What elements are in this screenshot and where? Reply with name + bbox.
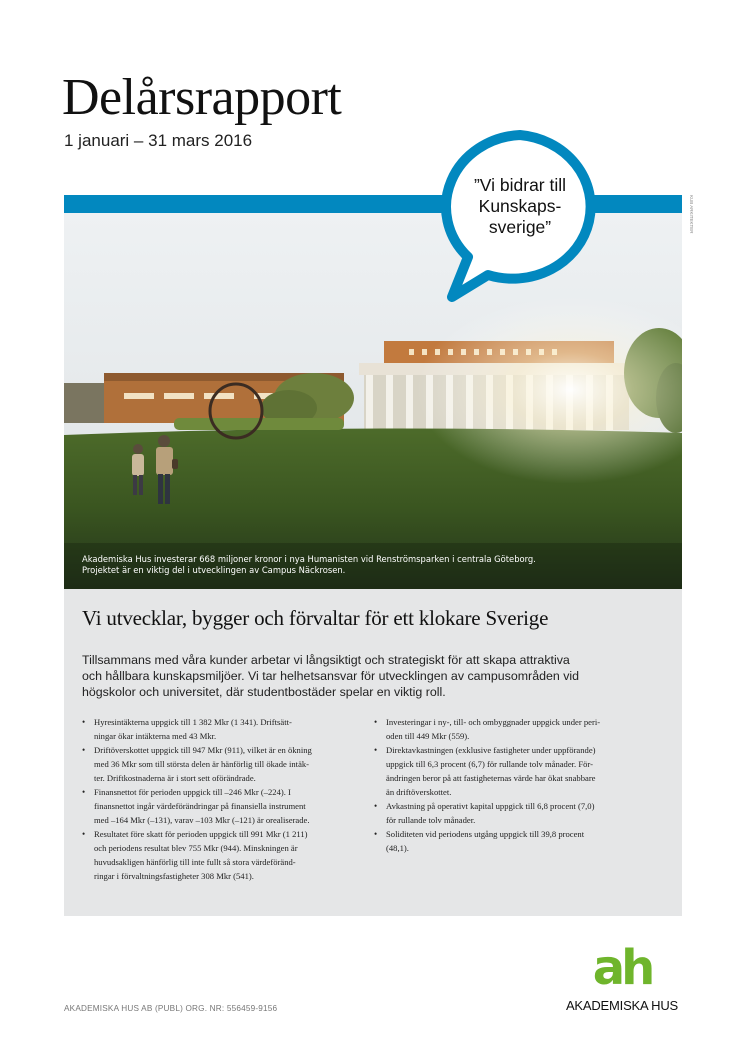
intro-line: Tillsammans med våra kunder arbetar vi långsiktigt och strategiskt för att skapa attraktiva	[82, 653, 570, 667]
ah-logo-icon	[586, 940, 658, 996]
quote-line: Kunskaps-	[478, 196, 562, 216]
caption-line: Akademiska Hus investerar 668 miljoner kronor i nya Humanisten vid Renströmsparken i centrala Göteborg.	[82, 554, 536, 564]
highlight-line: ningar ökar intäkterna med 43 Mkr.	[94, 731, 217, 741]
highlight-line: • Direktavkastningen (exklusive fastigheter under uppförande)	[386, 745, 596, 755]
report-period: 1 januari – 31 mars 2016	[64, 131, 253, 150]
highlight-item	[374, 743, 666, 799]
company-logo	[560, 940, 684, 1018]
highlights-left	[82, 715, 364, 883]
highlight-item	[374, 715, 666, 743]
highlight-line: med –164 Mkr (–131), varav –103 Mkr (–121) är orealiserade.	[94, 815, 310, 825]
highlight-line: • Avkastning på operativt kapital uppgick till 6,8 procent (7,0)	[386, 801, 595, 811]
highlight-line: uppgick till 6,3 procent (6,7) för rullande tolv månader. För-	[386, 759, 593, 769]
highlight-item	[82, 827, 364, 883]
logo-wordmark: AKADEMISKA HUS	[565, 998, 679, 1013]
intro-line: högskolor och universitet, där studentbostäder spelar en viktig roll.	[82, 685, 446, 699]
summary-heading: Vi utvecklar, bygger och förvaltar för ett klokare Sverige	[82, 606, 549, 630]
highlight-item	[374, 799, 666, 827]
highlight-line: med 36 Mkr som till största delen är hänförlig till ökade intäk-	[94, 759, 310, 769]
photo-credit: KUB ARKITEKTER	[689, 195, 694, 234]
highlights-right	[374, 715, 666, 855]
quote-text	[434, 175, 606, 238]
highlight-line: • Hyresintäkterna uppgick till 1 382 Mkr (1 341). Driftsätt-	[94, 717, 292, 727]
highlight-item	[82, 743, 364, 785]
highlight-item	[374, 827, 666, 855]
highlight-line: • Investeringar i ny-, till- och ombyggnader uppgick under peri-	[386, 717, 601, 727]
photo-caption	[82, 554, 642, 576]
highlight-line: (48,1).	[386, 843, 409, 853]
highlight-line: finansnettot ingår värdeförändringar på finansiella instrument	[94, 801, 306, 811]
highlight-line: och periodens resultat blev 755 Mkr (944). Minskningen är	[94, 843, 298, 853]
highlight-item	[82, 715, 364, 743]
caption-line: Projektet är en viktig del i utvecklingen av Campus Näckrosen.	[82, 565, 346, 575]
quote-line: ”Vi bidrar till	[473, 175, 567, 195]
highlight-line: än driftöverskottet.	[386, 787, 452, 797]
highlight-line: • Resultatet före skatt för perioden uppgick till 991 Mkr (1 211)	[94, 829, 308, 839]
intro-line: och hållbara kunskapsmiljöer. Vi tar helhetsansvar för utvecklingen av campusområden vid	[82, 669, 580, 683]
highlight-line: • Soliditeten vid periodens utgång uppgick till 39,8 procent	[386, 829, 585, 839]
summary-intro	[82, 652, 672, 700]
highlight-line: huvudsakligen hänförlig till inte fullt så stora värdeföränd-	[94, 857, 296, 867]
highlight-line: • Finansnettot för perioden uppgick till –246 Mkr (–224). I	[94, 787, 291, 797]
quote-bubble	[434, 127, 606, 303]
highlight-line: ter. Driftkostnaderna är i stort sett oförändrade.	[94, 773, 256, 783]
quote-line: sverige”	[488, 217, 552, 237]
highlight-line: ringar i förvaltningsfastigheter 308 Mkr (541).	[94, 871, 254, 881]
summary-box	[64, 589, 682, 916]
report-title: Delårsrapport	[62, 69, 342, 126]
logo-mark: ah	[592, 940, 652, 996]
highlight-item	[82, 785, 364, 827]
highlight-line: ändringen beror på att fastigheternas värde har ökat snabbare	[386, 773, 596, 783]
org-footer: AKADEMISKA HUS AB (PUBL) ORG. NR: 556459-9156	[64, 1004, 278, 1013]
highlight-line: oden till 449 Mkr (559).	[386, 731, 470, 741]
highlight-line: för rullande tolv månader.	[386, 815, 476, 825]
highlight-line: • Driftöverskottet uppgick till 947 Mkr (911), vilket är en ökning	[94, 745, 312, 755]
